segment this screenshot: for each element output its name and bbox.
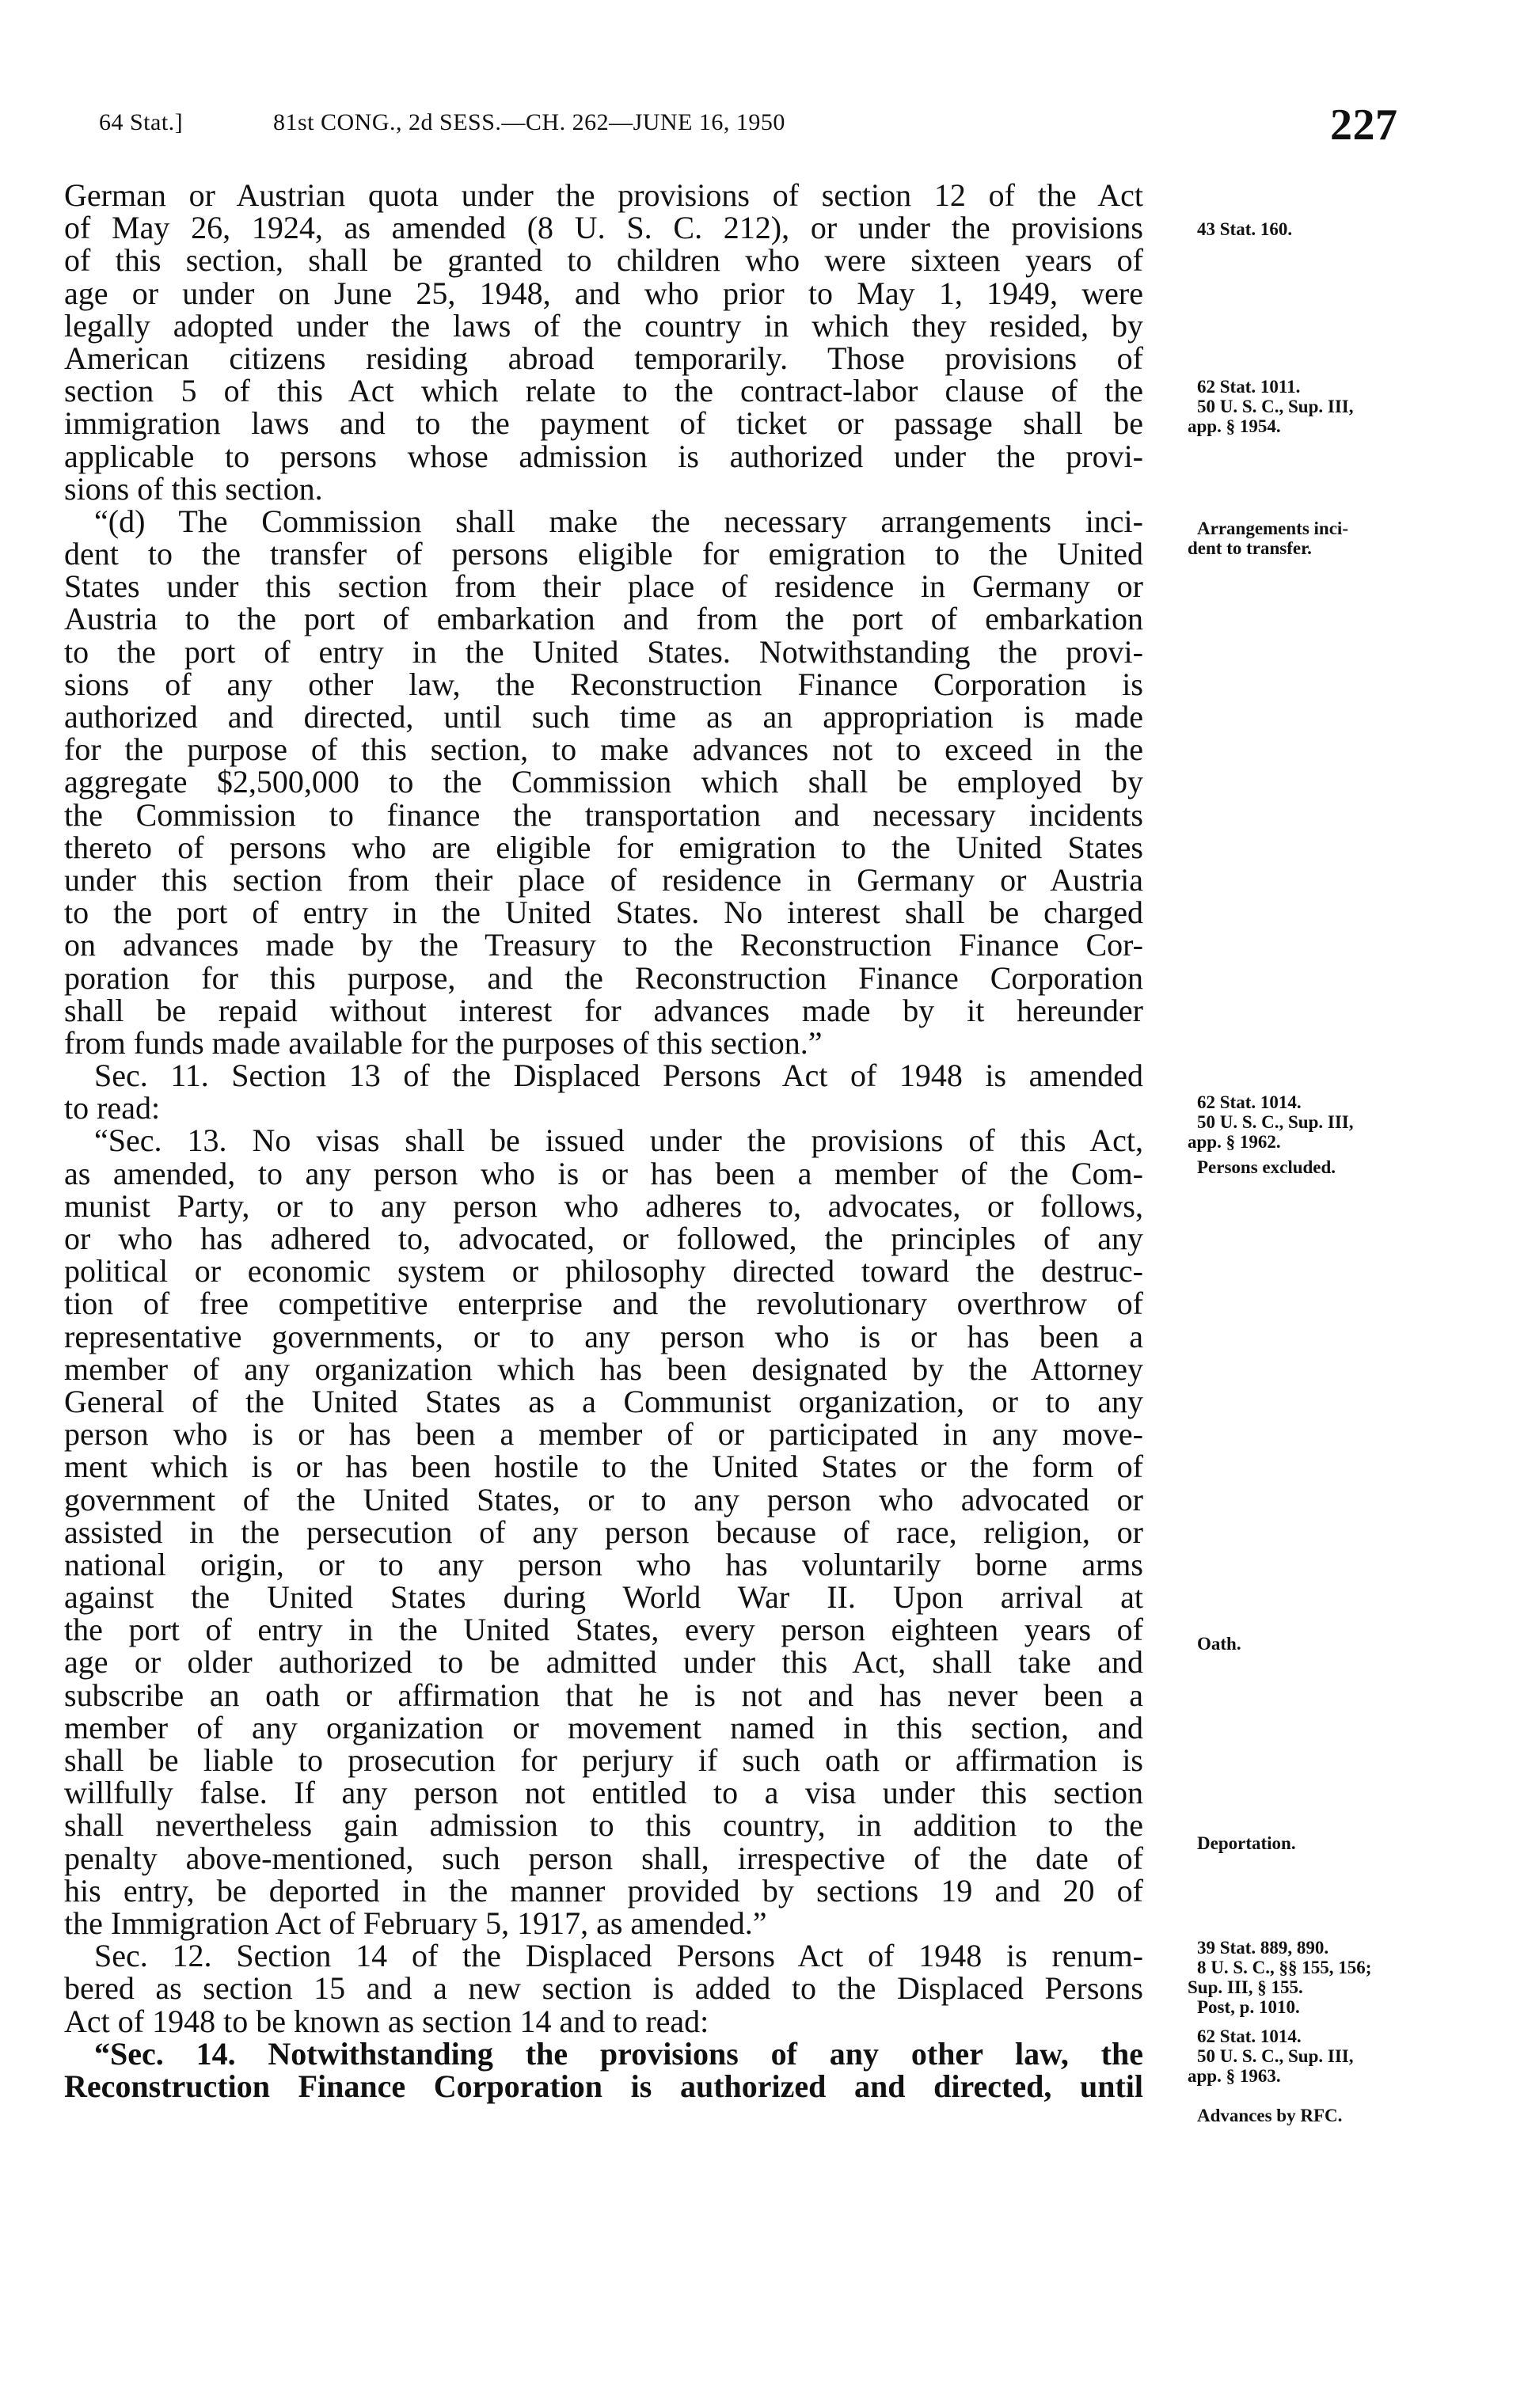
text-line: Act of 1948 to be known as section 14 and to read: — [64, 2003, 709, 2039]
margin-note-line: 50 U. S. C., Sup. III, — [1197, 2046, 1354, 2066]
text-line: from funds made available for the purposes of this section.” — [64, 1024, 823, 1061]
text-line: section 5 of this Act which relate to the contract-labor clause of the — [64, 373, 1143, 409]
margin-note-line: Advances by RFC. — [1197, 2106, 1343, 2125]
margin-note-line: Persons excluded. — [1197, 1157, 1336, 1177]
text-line: to read: — [64, 1090, 161, 1126]
text-line: munist Party, or to any person who adheres to, advocates, or follows, — [64, 1187, 1143, 1224]
text-line: national origin, or to any person who has voluntarily borne arms — [64, 1546, 1143, 1582]
page-number: 227 — [1330, 101, 1398, 150]
margin-note — [1188, 1092, 1354, 1152]
text-line: representative governments, or to any person who is or has been a — [64, 1318, 1143, 1354]
text-line: or who has adhered to, advocated, or followed, the principles of any — [64, 1221, 1143, 1256]
margin-note-line: 62 Stat. 1011. — [1197, 377, 1301, 397]
margin-note-line: Post, p. 1010. — [1197, 1997, 1300, 2017]
text-line: States under this section from their place of residence in Germany or — [64, 568, 1143, 605]
text-line: shall nevertheless gain admission to this country, in addition to the — [64, 1807, 1143, 1844]
text-line: penalty above-mentioned, such person shall, irrespective of the date of — [64, 1840, 1143, 1876]
text-line: to the port of entry in the United States. No interest shall be charged — [64, 894, 1143, 931]
text-line: willfully false. If any person not entitled to a visa under this section — [64, 1775, 1143, 1811]
body-text — [64, 179, 1143, 2102]
text-line: the port of entry in the United States, every person eighteen years of — [64, 1612, 1143, 1648]
text-line: applicable to persons whose admission is authorized under the provi- — [64, 438, 1143, 474]
text-line: assisted in the persecution of any person because of race, religion, or — [64, 1514, 1143, 1550]
text-line: “Sec. 14. Notwithstanding the provisions of any other law, the — [94, 2035, 1143, 2072]
text-line: authorized and directed, until such time as an appropriation is made — [64, 699, 1143, 735]
text-line: German or Austrian quota under the provisions of section 12 of the Act — [64, 177, 1143, 213]
text-line: aggregate $2,500,000 to the Commission which shall be employed by — [64, 764, 1143, 800]
text-line: the Commission to finance the transportation and necessary incidents — [64, 796, 1143, 833]
margin-note-line: 50 U. S. C., Sup. III, — [1197, 1112, 1354, 1132]
text-line: dent to the transfer of persons eligible for emigration to the United — [64, 536, 1143, 572]
text-line: bered as section 15 and a new section is added to the Displaced Persons — [64, 1970, 1143, 2007]
margin-note — [1188, 2106, 1342, 2125]
margin-note — [1188, 1634, 1241, 1654]
text-line: sions of any other law, the Reconstruction Finance Corporation is — [64, 666, 1143, 702]
margin-note-line: 39 Stat. 889, 890. — [1197, 1938, 1329, 1958]
text-line: against the United States during World War II. Upon arrival at — [64, 1579, 1143, 1616]
text-line: poration for this purpose, and the Reconstruction Finance Corporation — [64, 959, 1143, 996]
text-line: thereto of persons who are eligible for emigration to the United States — [64, 829, 1143, 865]
margin-note-line: 50 U. S. C., Sup. III, — [1197, 397, 1354, 416]
margin-note — [1188, 219, 1292, 239]
margin-note-line: Oath. — [1197, 1634, 1241, 1654]
text-line: General of the United States as a Communist organization, or to any — [64, 1383, 1143, 1419]
margin-note-line: 62 Stat. 1014. — [1197, 2026, 1302, 2046]
text-line: immigration laws and to the payment of ticket or passage shall be — [64, 405, 1143, 442]
text-line: Sec. 11. Section 13 of the Displaced Persons Act of 1948 is amended — [94, 1058, 1143, 1094]
text-line: as amended, to any person who is or has been a member of the Com- — [64, 1155, 1143, 1191]
header-volume: 64 Stat.] — [99, 109, 184, 135]
text-line: his entry, be deported in the manner provided by sections 19 and 20 of — [64, 1872, 1143, 1909]
margin-note-line: dent to transfer. — [1188, 538, 1312, 558]
text-line: on advances made by the Treasury to the Reconstruction Finance Cor- — [64, 927, 1143, 963]
margin-note — [1188, 1938, 1371, 2017]
margin-note-line: Arrangements inci- — [1197, 518, 1348, 538]
text-line: political or economic system or philosophy directed toward the destruc- — [64, 1253, 1143, 1289]
text-line: member of any organization which has been designated by the Attorney — [64, 1350, 1143, 1387]
margin-note — [1188, 1157, 1336, 1177]
text-line: shall be liable to prosecution for perjury if such oath or affirmation is — [64, 1742, 1143, 1778]
margin-note-line: Deportation. — [1197, 1833, 1296, 1853]
text-line: of this section, shall be granted to children who were sixteen years of — [64, 242, 1143, 279]
margin-note-line: app. § 1963. — [1188, 2066, 1281, 2086]
text-line: subscribe an oath or affirmation that he is not and has never been a — [64, 1677, 1143, 1713]
margin-note — [1188, 2026, 1354, 2086]
margin-note-line: Sup. III, § 155. — [1188, 1977, 1303, 1997]
margin-note-line: 8 U. S. C., §§ 155, 156; — [1197, 1958, 1372, 1977]
margin-note-line: app. § 1962. — [1188, 1132, 1281, 1152]
text-line: ment which is or has been hostile to the United States or the form of — [64, 1449, 1143, 1485]
text-line: to the port of entry in the United States. Notwithstanding the provi- — [64, 633, 1143, 670]
text-line: Austria to the port of embarkation and from the port of embarkation — [64, 601, 1143, 637]
text-line: age or older authorized to be admitted under this Act, shall take and — [64, 1644, 1143, 1681]
text-line: “(d) The Commission shall make the necessary arrangements inci- — [94, 503, 1143, 539]
header-title: 81st CONG., 2d SESS.—CH. 262—JUNE 16, 1950 — [273, 109, 785, 135]
text-line: “Sec. 13. No visas shall be issued under the provisions of this Act, — [94, 1122, 1143, 1159]
text-line: age or under on June 25, 1948, and who prior to May 1, 1949, were — [64, 275, 1143, 311]
text-line: of May 26, 1924, as amended (8 U. S. C. 212), or under the provisions — [64, 210, 1143, 246]
margin-note — [1188, 1833, 1296, 1853]
text-line: shall be repaid without interest for advances made by it hereunder — [64, 992, 1143, 1028]
text-line: under this section from their place of residence in Germany or Austria — [64, 861, 1143, 898]
text-line: Sec. 12. Section 14 of the Displaced Persons Act of 1948 is renum- — [94, 1938, 1143, 1974]
text-line: Reconstruction Finance Corporation is authorized and directed, until — [64, 2068, 1143, 2104]
text-line: for the purpose of this section, to make advances not to exceed in the — [64, 731, 1143, 768]
margin-note-line: app. § 1954. — [1188, 416, 1281, 436]
text-line: tion of free competitive enterprise and the revolutionary overthrow of — [64, 1286, 1143, 1322]
text-line: sions of this section. — [64, 470, 323, 507]
text-line: person who is or has been a member of or participated in any move- — [64, 1416, 1143, 1453]
margin-note — [1188, 377, 1354, 436]
text-line: member of any organization or movement named in this section, and — [64, 1709, 1143, 1745]
margin-note-line: 62 Stat. 1014. — [1197, 1092, 1302, 1112]
margin-note-line: 43 Stat. 160. — [1197, 219, 1293, 239]
margin-note — [1188, 518, 1348, 558]
text-line: the Immigration Act of February 5, 1917, as amended.” — [64, 1905, 767, 1941]
text-line: American citizens residing abroad temporarily. Those provisions of — [64, 340, 1143, 376]
text-line: legally adopted under the laws of the country in which they resided, by — [64, 307, 1143, 344]
text-line: government of the United States, or to any person who advocated or — [64, 1481, 1143, 1517]
